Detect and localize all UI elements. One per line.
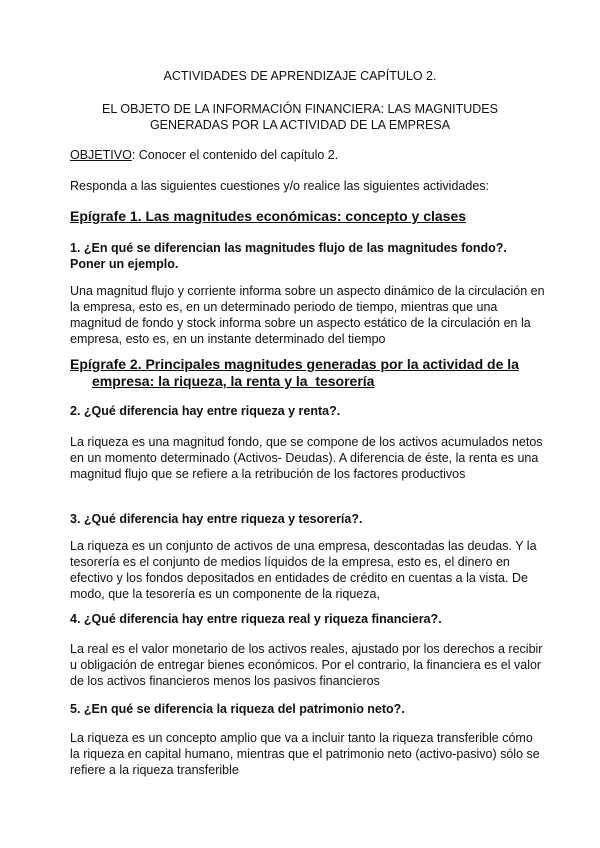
epigrafe-2-line-2: empresa: la riqueza, la renta y la tesorería <box>92 373 375 389</box>
document-subtitle <box>0 101 600 133</box>
question-3: 3. ¿Qué diferencia hay entre riqueza y tesorería?. <box>70 512 363 526</box>
objective-label: OBJETIVO <box>70 148 132 162</box>
answer-2 <box>70 434 543 482</box>
objective-paragraph <box>70 147 338 163</box>
answer-4-line: u obligación de entregar bienes económicos. Por el contrario, la financiera es el valor <box>70 658 542 672</box>
answer-5-line: la riqueza en capital humano, mientras que el patrimonio neto (activo-pasivo) sólo se <box>70 747 540 761</box>
answer-1-line: la empresa, esto es, en un determinado periodo de tiempo, mientras que una <box>70 300 498 314</box>
question-1-line-1: 1. ¿En qué se diferencian las magnitudes flujo de las magnitudes fondo?. <box>70 241 507 255</box>
question-1-line-2: Poner un ejemplo. <box>70 257 179 271</box>
epigrafe-2-heading <box>70 356 519 390</box>
answer-3-line: modo, que la tesorería es un componente de la riqueza, <box>70 587 380 601</box>
answer-3-line: efectivo y los fondos depositados en entidades de crédito en cuentas a la vista. De <box>70 571 528 585</box>
answer-4-line: La real es el valor monetario de los activos reales, ajustado por los derechos a recibir <box>70 642 543 656</box>
epigrafe-2-line-1: Epígrafe 2. Principales magnitudes generadas por la actividad de la <box>70 356 519 372</box>
document-title: ACTIVIDADES DE APRENDIZAJE CAPÍTULO 2. <box>163 69 437 83</box>
question-5: 5. ¿En qué se diferencia la riqueza del patrimonio neto?. <box>70 702 405 716</box>
question-1 <box>70 240 507 272</box>
answer-5 <box>70 730 540 778</box>
answer-4-line: de los activos financieros menos los pasivos financieros <box>70 674 380 688</box>
question-4: 4. ¿Qué diferencia hay entre riqueza real y riqueza financiera?. <box>70 612 442 626</box>
instructions-text: Responda a las siguientes cuestiones y/o realice las siguientes actividades: <box>70 179 489 193</box>
answer-5-line: refiere a la riqueza transferible <box>70 763 239 777</box>
answer-3-line: tesorería es el conjunto de medios líquidos de la empresa, esto es, el dinero en <box>70 555 510 569</box>
answer-1-line: empresa, esto es, en un instante determinado del tiempo <box>70 332 386 346</box>
answer-5-line: La riqueza es un concepto amplio que va a incluir tanto la riqueza transferible cómo <box>70 731 533 745</box>
answer-1-line: magnitud de fondo y stock informa sobre un aspecto estático de la circulación en la <box>70 316 531 330</box>
answer-3-line: La riqueza es un conjunto de activos de una empresa, descontadas las deudas. Y la <box>70 539 537 553</box>
answer-2-line: magnitud flujo que se refiere a la retribución de los factores productivos <box>70 467 466 481</box>
objective-text: : Conocer el contenido del capítulo 2. <box>131 148 339 162</box>
answer-2-line: La riqueza es una magnitud fondo, que se compone de los activos acumulados netos <box>70 435 543 449</box>
answer-1-line: Una magnitud flujo y corriente informa sobre un aspecto dinámico de la circulación en <box>70 284 545 298</box>
subtitle-line-1: EL OBJETO DE LA INFORMACIÓN FINANCIERA: LAS MAGNITUDES <box>102 102 498 116</box>
answer-2-line: en un momento determinado (Activos- Deudas). A diferencia de éste, la renta es una <box>70 451 539 465</box>
question-2: 2. ¿Qué diferencia hay entre riqueza y renta?. <box>70 404 341 418</box>
answer-4 <box>70 641 542 689</box>
answer-1 <box>70 283 545 347</box>
subtitle-line-2: GENERADAS POR LA ACTIVIDAD DE LA EMPRESA <box>149 118 451 132</box>
answer-3 <box>70 538 537 602</box>
epigrafe-1-heading: Epígrafe 1. Las magnitudes económicas: concepto y clases <box>70 208 467 224</box>
